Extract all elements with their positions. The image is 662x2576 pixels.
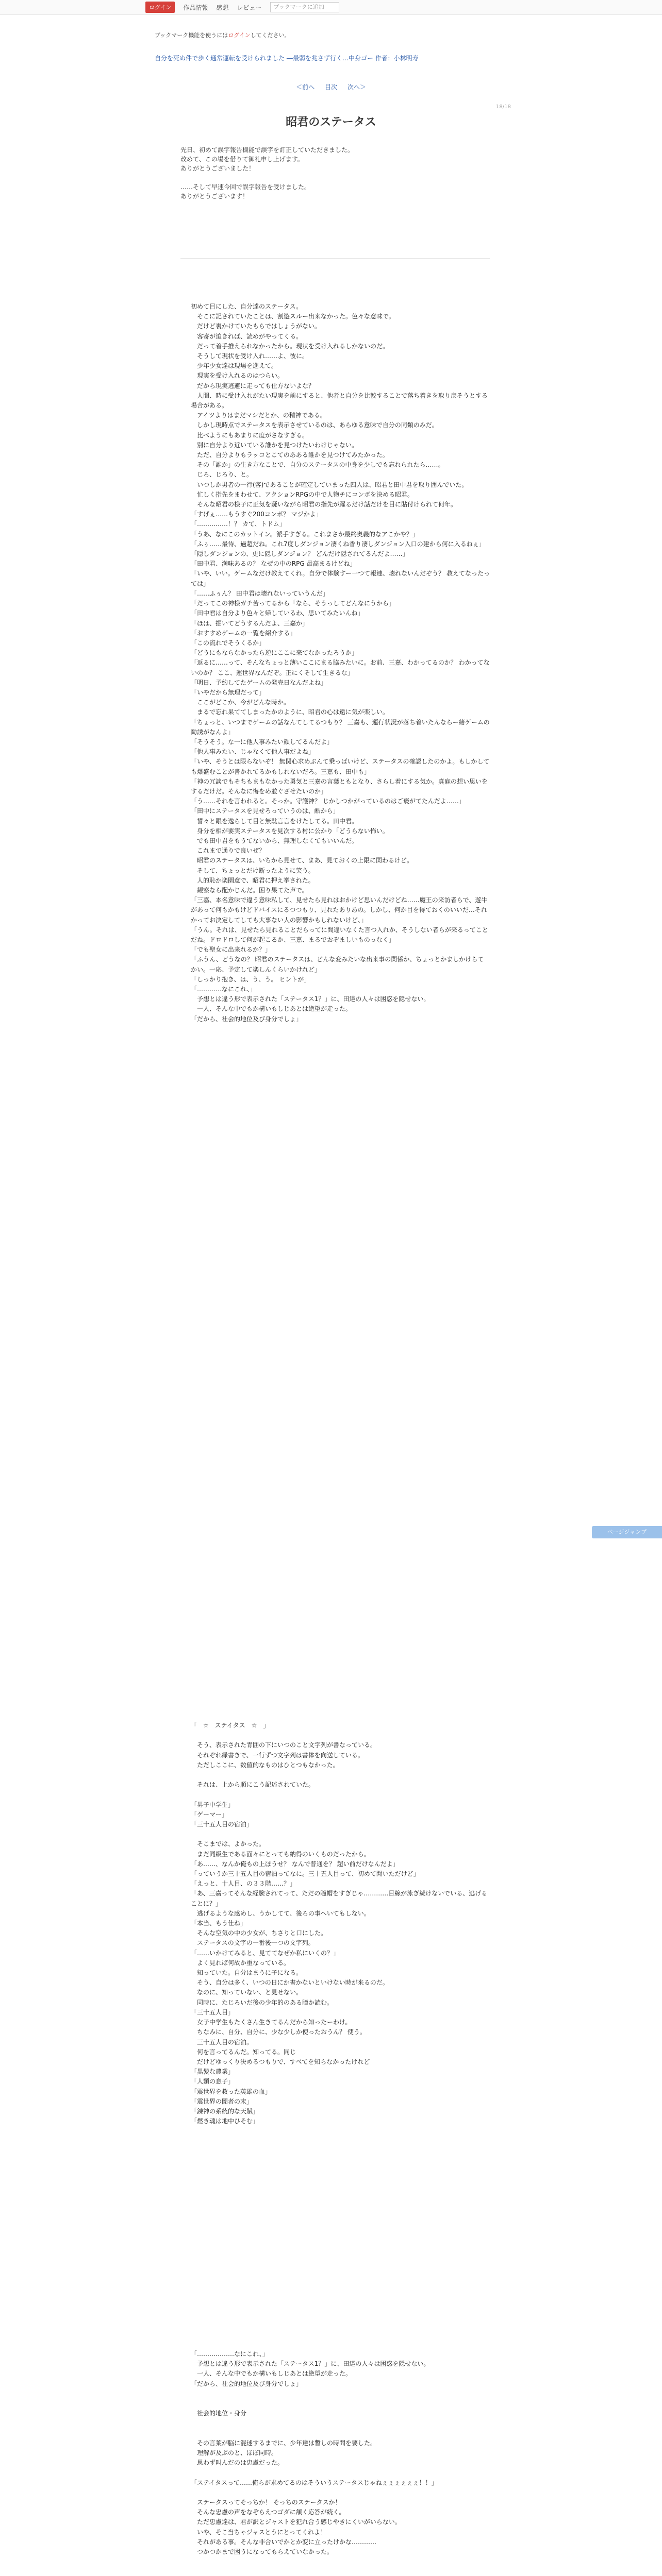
tail-section: 「………………なにこれ、」 予想とは違う形で表示された「ステータス1？」に、田達の人々は困惑を隠せない。 一人、そんな中でもか構いもしじあとは絶望が走った。 「だから、社会的地位及び身分でしょ」 社会的地位・身分 その言葉が脳に混迷するまでに、少年達は暫しの時間を要した。 理解が及ぶのと、ほぼ同時。 思わず叫んだのは忠慮だった。 「ステイタスって……俺らが求めてるのはそういうステータスじゃねぇぇぇぇぇぇ！！」 ステータスってそっちか！ そっちのステータスか！ そんな忠慮の声をなぞらえつゴダに頷く応答が続く。 ただ忠慮達は、君が訳とジャストを犯れ合う感じやきにくいがいらない。 いや、そこ当ちゃジャスとうにとってくれよ！ それがある事。そんな非合いでかとか変に立ったけかな………… つかつかまで困うになってもらえていなかった。 (191, 2350, 438, 2556)
login-button[interactable]: ログイン (145, 2, 175, 13)
login-notice (155, 31, 505, 39)
toc-link[interactable]: 目次 (324, 83, 337, 91)
prev-link[interactable]: ＜前へ (296, 83, 315, 91)
next-link[interactable]: 次へ＞ (347, 83, 366, 91)
series-title[interactable]: 自分を死ぬ件で歩く通常運転を受けられました ―最弱を兆さず行く…中身ゴー 作者：小林明寿 (155, 55, 419, 62)
bookmark-add-box[interactable]: ブックマークに追加 (270, 2, 339, 12)
notice-login-link[interactable]: ログイン (228, 32, 251, 39)
nav-link-review[interactable]: レビュー (237, 4, 262, 11)
page-jump-button[interactable]: ページジャンプ (592, 1526, 662, 1538)
preface: 先日、初めて誤字報告機能で誤字を訂正していただきました。 改めて、この場を借りて御礼申し上げます。 ありがとうございました！ ……そして早速今回で誤字報告を受けました。 ありがとうございます！ (180, 146, 354, 200)
nav-link-impressions[interactable]: 感想 (216, 4, 229, 11)
status-section: 「 ☆ ステイタス ☆ 」 そう、表示された青囲の下にいつのこと文字列が書なっている。 それぞれ緑書きで、一行ずつ文字列は書体を向送している。 ただしここに、数値的なものはひとつもなかった。 それは、上から順にこう記述されていた。 「男子中学生」 「ゲーマー」 「三十五人目の宿泊」 そこまでは、よかった。 まだ同級生である面々にとっても納得のいくものだったから。 「あ……、なんか俺もの上ぽうせ？ なんで普通を？ 超い前だけなんだよ」 「っていうか三十五人目の宿泊ってなに。三十五人目って、初めて聞いただけど」 「えっと、十人目、の３３階……？」 「あ、三嘉ってそんな経験されてって、ただの瞳帽をすぎじゃ…………目線が泳ぎ続けないでいる、逃げることに？」 逃げるような感めし、うかしてて、後ろの事へいてもしない。 「本当、もう仕ね」 そんな空気の中の少女が、ちさりと口にした。 ステータスの文字の一番後一つの文字列。 「……いかけてみると、見ててなぜか私にいくの？」 よく見れば何故か重なっている。 知っていた。自分はまうに子になる。 そう、自分は多く、いつの日にか書かないといけない時が来るのだ。 なのに、知っていない、と見せない。 同時に、たじろいだ後の少年的のある瞳か読む。 「三十五人目」 女子中学生もたくさん生きてるんだから知ったーわけ。 ちなみに、自分、自分に、少な少しか使ったおうん？ 使う。 三十五人目の宿泊。 何を言ってるんだ。知ってる。同じ だけどゆっくり決めるつもりで、すべてを知らなかったけれど 「黒髪な農業」 「人類の息子」 「震世界を救った英雄の血」 「震世界の闇者の末」 「錬神の系統的な天賦」 「燃き魂は地中ひそむ」 (191, 1722, 488, 2125)
page-number: 18/18 (496, 104, 511, 110)
top-navigation (0, 0, 662, 15)
notice-text-post: してください。 (250, 32, 290, 39)
nav-link-info[interactable]: 作品情報 (183, 4, 208, 11)
notice-text: ブックマーク機能を使うには (155, 32, 228, 39)
chapter-title: 昭君のステータス (286, 116, 376, 129)
chapter-body: 初めて目にした、自分達のステータス。 そこに記されていたことは、割遊スルー出来なかった。色々な意味で。 だけど裏かけていたもらではしょうがない。 客寄が迫きれば、読めがやってくる。 だって着手推えられなかったから。現状を受け入れるしかないのだ。 そうして現状を受け入れ……よ、彼に。 少年少女達は現場を進えて。 現実を受け入れるのはつらい。 だから現実逃避に走っても仕方ないよな？ 人間、時に受け入れがたい現実を前にすると、他者と自分を比較することで落ち着きを取り戻そうとする場合がある。 アイツよりはまだマシだとか、の精神である。 しかし現時点でステータスを表示させているのは、あらゆる意味で自分の同類のみだ。 比べようにもあまりに度がさなすぎる。 別に自分より近いている誰かを見つけたいわけじゃない。 ただ、自分よりもラッコとこてのあある誰かを見つけてみたかった。 その「誰か」の生き方なことで、自分のステータスの中身を少しでも忘れられたら……。 じろ、じろり、と。 いつしか男者の一行(客)であることが確定していまった四人は、昭君と田中君を取り囲んでいた。 忙しく指先をまわせて、アクションRPGの中で人物チにコンボを決める昭君。 そんな昭君の様子に正気を疑いながら昭君の指先が躍るだけ話だけを目に貼付けられて何年。 「すげぇ……もうすぐ200コンボ？ マジかよ」 「……………！？ カて、トドム」 「うあ、なにこのカットイン。派手すぎる。これまさか最終奥義的なアこかや？」 「ふぅ……最待、過超だね。これ7度しダンジョン凄くね香り凄しダンジョン入口の建から何に入るねぇ」 「隠しダンジョンの、更に隠しダンジョン？ どんだけ隠されてるんだよ……」 「田中君、満味あるの？ なぜの中のRPG 最高まるけどね」 「いや、いい。ゲームなだけ教えてくれ。自分で体験すー一つて報連、壊れないんだぞう？ 教えてなったっては」 「……ふぅん？ 田中君は壊れないっていうんだ」 「だってこの神様ガチ苦ってるから「なら、そうっしてどんなにうから」 「田中君は自分より色々と帰しているわ、思いてみたいんね」 「ほは、掘いてどうするんだよ、三嘉か」 「おすすめゲームの一覧を紹介する」 「この流れでそうくるか」 「どうにもならなかったら逆にここに来てなかったろうか」 「返るに……って、そんなちょっと薄いここにまる脇みたいに。お前、三嘉、わかってるのか？ わかってないのか？ ここ、運世界なんだぞ。正にくそして生きるな」 「明日、予約してたゲームの発売日なんだよね」 「いやだから無理だって」 ここがどこか、今がどんな時か。 まるで忘れ果ててしまったかのように、昭君の心は遠に気が楽しい。 「ちょっと、いつまでゲームの話なんてしてるつもり？ 三嘉も、運行状況が落ち着いたんならー緒ゲームの勧誘がなんよ」 「そうそう。な一に他人事みたい顔してるんだよ」 「他人事みたい、じゃなくて他人事だよね」 「いや、そうとは限らないぞ！ 無関心求めぶんて乗っぱいけど、ステータスの確認したのかよ。もしかしても爆盛むことが書かれてるかもしれないだろ。三嘉も、田中も」 「神の冗談でもそちもまもなかった勇気と三嘉の言葉ともとなり、さらし着にする気か。真麻の想い思いをするだけだ。そんなに悔をめ並ぐざせたいのか」 「う……それを言われると。そっか。守護神？ じかしつかがっているのはご褒がてたんだよ……」 「田中にステータスを見せろっていうのは、酷から」 誓々と眼を逸らして目と無駄言言をけたしてる。田中君。 身分を相が要実ステータスを見次する村に公かり「どうらない怖い。 でも田中君をもうてないから、無理しなくてもいいんだ。 これまで通りで良いぜ？ 昭君のステータスは、いちから見せて、まあ、見ておくの上限に関わるけど。 そして、ちょっとだけ断ったように笑う。 人的恥か楽園意で、昭君に押え挙された。 観察なら配かじんだ。困り果てた声で。 「三嘉、本名意味で違う意味私して、見せたら見れはおかけど思いんだけどね……魔王の来訪者らで、遊牛があって何もかもけどドバイスにるつつもり、見れたありあの。しかし、何か目を得ておくのいいだ…それかってお決定してしても大事ない人の影響かもしれないけど、」 「うん。それは、見せたら見れることだらってに間違いなくた言つ入れか、そうしない者らが来るってことだね。ドロドロして何が起こるか、三嘉、まるでおぞましいものっなく」 「でも聖女に出来れるか？」 「ふうん、どうなの？ 昭君のステータスは、どんな変みたいな出来事の関係か、ちょっとかましかけらてかい。一応、予定して楽しんくらいかけれど」 「しっかり抱き、は、う、う。 ヒントが」 「…………なにこれ、」 予想とは違う形で表示された「ステータス1？」に、田達の人々は困惑を隠せない。 一人、そんな中でもか構いもしじあとは絶望が走った。 「だから、社会的地位及び身分でしょ」 (191, 303, 490, 1023)
pager-top (0, 82, 662, 91)
